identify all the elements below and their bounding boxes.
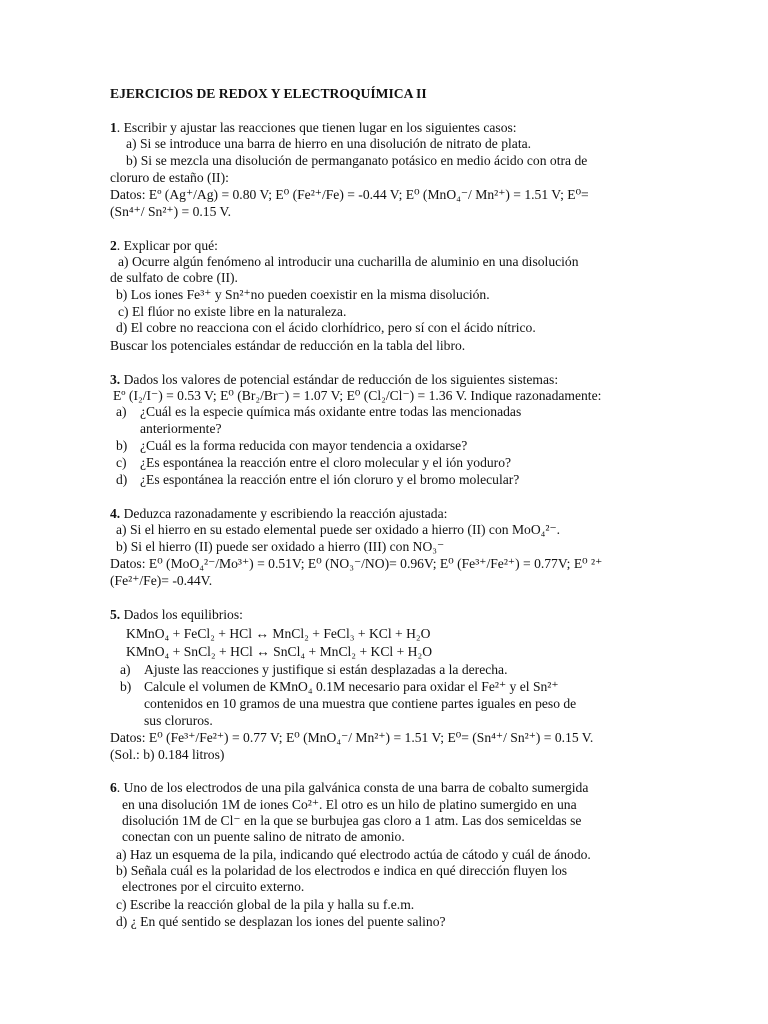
- exercise-1-line: b) Si se mezcla una disolución de permanganato potásico en medio ácido con otra de: [126, 153, 588, 168]
- list-marker: c): [116, 455, 127, 470]
- list-text: ¿Cuál es la especie química más oxidante entre todas las mencionadas: [140, 404, 522, 419]
- exercise-5-heading: [110, 607, 243, 623]
- exercise-2-line: d) El cobre no reacciona con el ácido clorhídrico, pero sí con el ácido nítrico.: [116, 320, 536, 335]
- exercise-4-line: a) Si el hierro en su estado elemental puede ser oxidado a hierro (II) con MoO₄²⁻.: [116, 522, 561, 537]
- equation: KMnO₄ + SnCl₂ + HCl ↔ SnCl₄ + MnCl₂ + KCl + H₂O: [126, 644, 433, 659]
- list-text: sus cloruros.: [144, 713, 213, 728]
- list-marker: b): [120, 679, 132, 694]
- exercise-text: Dados los valores de potencial estándar de reducción de los siguientes sistemas:: [120, 372, 559, 387]
- exercise-6-line: b) Señala cuál es la polaridad de los electrodos e indica en qué dirección fluyen los: [116, 863, 568, 878]
- equation: KMnO₄ + FeCl₂ + HCl ↔ MnCl₂ + FeCl₃ + KCl + H₂O: [126, 626, 431, 641]
- exercise-number: 3.: [110, 372, 121, 387]
- exercise-number: 1: [110, 120, 117, 135]
- list-item: [116, 421, 222, 437]
- exercise-6-line: electrones por el circuito externo.: [122, 879, 305, 894]
- exercise-6-line: disolución 1M de Cl⁻ en la que se burbujea gas cloro a 1 atm. Las dos semiceldas se: [122, 813, 582, 828]
- list-text: ¿Es espontánea la reacción entre el cloro molecular y el ión yoduro?: [140, 455, 512, 470]
- list-item: [120, 662, 508, 678]
- exercise-5-data: Datos: E⁰ (Fe³⁺/Fe²⁺) = 0.77 V; E⁰ (MnO₄⁻/ Mn²⁺) = 1.51 V; E⁰= (Sn⁴⁺/ Sn²⁺) = 0.15 V.: [110, 730, 594, 745]
- exercise-1-data: (Sn⁴⁺/ Sn²⁺) = 0.15 V.: [110, 204, 231, 219]
- exercise-number: 5.: [110, 607, 121, 622]
- exercise-6-heading: [110, 780, 588, 796]
- list-marker: a): [116, 404, 127, 419]
- exercise-2-line: de sulfato de cobre (II).: [110, 270, 238, 285]
- exercise-4-data: (Fe²⁺/Fe)= -0.44V.: [110, 573, 213, 588]
- list-item: [120, 679, 559, 695]
- exercise-2-line: b) Los iones Fe³⁺ y Sn²⁺no pueden coexistir en la misma disolución.: [116, 287, 490, 302]
- exercise-5-solution: (Sol.: b) 0.184 litros): [110, 747, 225, 762]
- exercise-3-data: Eº (I₂/I⁻) = 0.53 V; E⁰ (Br₂/Br⁻) = 1.07 V; E⁰ (Cl₂/Cl⁻) = 1.36 V. Indique razonadamente:: [113, 388, 602, 403]
- document-title: EJERCICIOS DE REDOX Y ELECTROQUÍMICA II: [110, 86, 427, 101]
- exercise-6-line: a) Haz un esquema de la pila, indicando qué electrodo actúa de cátodo y cuál de ánodo.: [116, 847, 591, 862]
- exercise-text: Dados los equilibrios:: [120, 607, 243, 622]
- exercise-2-heading: [110, 238, 218, 254]
- list-text: Calcule el volumen de KMnO₄ 0.1M necesario para oxidar el Fe²⁺ y el Sn²⁺: [144, 679, 559, 694]
- exercise-4-data: Datos: E⁰ (MoO₄²⁻/Mo³⁺) = 0.51V; E⁰ (NO₃⁻/NO)= 0.96V; E⁰ (Fe³⁺/Fe²⁺) = 0.77V; E⁰ ²⁺: [110, 556, 603, 571]
- list-text: contenidos en 10 gramos de una muestra que contiene partes iguales en peso de: [144, 696, 577, 711]
- exercise-1-line: cloruro de estaño (II):: [110, 170, 229, 185]
- exercise-1-heading: [110, 120, 517, 136]
- list-marker: b): [116, 438, 128, 453]
- exercise-1-line: a) Si se introduce una barra de hierro en una disolución de nitrato de plata.: [126, 136, 532, 151]
- list-item: [116, 472, 519, 488]
- exercise-2-line: Buscar los potenciales estándar de reducción en la tabla del libro.: [110, 338, 466, 353]
- list-text: anteriormente?: [140, 421, 222, 436]
- exercise-text: Deduzca razonadamente y escribiendo la reacción ajustada:: [120, 506, 448, 521]
- exercise-6-line: en una disolución 1M de iones Co²⁺. El otro es un hilo de platino sumergido en una: [122, 797, 577, 812]
- list-text: Ajuste las reacciones y justifique si están desplazadas a la derecha.: [144, 662, 508, 677]
- exercise-text: . Escribir y ajustar las reacciones que tienen lugar en los siguientes casos:: [116, 120, 517, 135]
- list-text: ¿Es espontánea la reacción entre el ión cloruro y el bromo molecular?: [140, 472, 520, 487]
- list-marker: d): [116, 472, 128, 487]
- exercise-2-line: c) El flúor no existe libre en la naturaleza.: [118, 304, 347, 319]
- exercise-6-line: conectan con un puente salino de nitrato de amonio.: [122, 829, 405, 844]
- exercise-text: . Uno de los electrodos de una pila galvánica consta de una barra de cobalto sumergida: [116, 780, 589, 795]
- list-item: [116, 455, 511, 471]
- exercise-number: 6: [110, 780, 117, 795]
- list-marker: a): [120, 662, 131, 677]
- exercise-3-heading: [110, 372, 558, 388]
- exercise-1-data: Datos: Eº (Ag⁺/Ag) = 0.80 V; E⁰ (Fe²⁺/Fe) = -0.44 V; E⁰ (MnO₄⁻/ Mn²⁺) = 1.51 V; E⁰=: [110, 187, 589, 202]
- exercise-number: 4.: [110, 506, 121, 521]
- exercise-text: . Explicar por qué:: [116, 238, 218, 253]
- exercise-4-heading: [110, 506, 447, 522]
- list-item: [120, 696, 576, 712]
- list-item: [120, 713, 213, 729]
- list-item: [116, 438, 467, 454]
- exercise-4-line: b) Si el hierro (II) puede ser oxidado a hierro (III) con NO₃⁻: [116, 539, 445, 554]
- exercise-6-line: d) ¿ En qué sentido se desplazan los iones del puente salino?: [116, 914, 446, 929]
- exercise-2-line: a) Ocurre algún fenómeno al introducir una cucharilla de aluminio en una disolución: [118, 254, 579, 269]
- list-text: ¿Cuál es la forma reducida con mayor tendencia a oxidarse?: [140, 438, 468, 453]
- exercise-6-line: c) Escribe la reacción global de la pila y halla su f.e.m.: [116, 897, 415, 912]
- exercise-number: 2: [110, 238, 117, 253]
- list-item: [116, 404, 521, 420]
